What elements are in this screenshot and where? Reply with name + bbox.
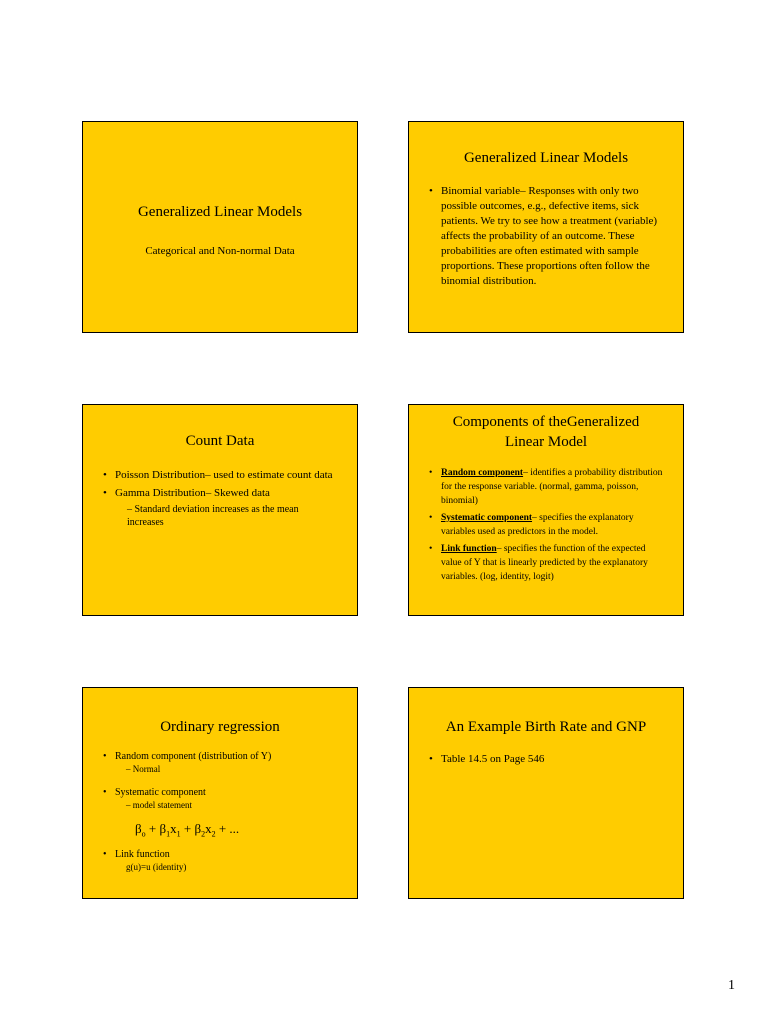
slide-title: An Example Birth Rate and GNP — [445, 719, 647, 735]
page-number: 1 — [728, 978, 735, 993]
model-equation: $\beta_o + \beta_1x_1 + \beta_2x_2$ + ... — [135, 821, 240, 839]
slide-title: Count Data — [185, 433, 255, 449]
bullet-item: • Poisson Distribution– used to estimate count data — [103, 468, 335, 483]
slide-subtitle: Categorical and Non-normal Data — [145, 245, 295, 257]
bullet-text: Systematic component — [115, 787, 206, 798]
bullet-text: Gamma Distribution– Skewed data — [115, 487, 270, 499]
bullet-list — [429, 466, 663, 587]
bullet-item: • Binomial variable– Responses with only two possible outcomes, e.g., defective items, sick patients. We try to see how a treatment (variable) affects the probability of an outcome. These probabilities are often estimated with sample proportions. These proportions often follow the binomial distribution. — [429, 184, 665, 289]
sub-bullet: – Standard deviation increases as the mean increases — [127, 504, 299, 528]
bullet-list — [103, 750, 337, 814]
bullet-item — [429, 542, 663, 584]
bullet-list — [103, 848, 337, 876]
slide-title: Generalized Linear Models — [137, 204, 303, 220]
bullet-item — [103, 750, 337, 775]
sub-bullet: – Normal — [126, 764, 161, 774]
slide-title: Generalized Linear Models — [463, 150, 629, 166]
bullet-item — [103, 486, 335, 529]
slide-3 — [82, 404, 358, 616]
bullet-item — [429, 511, 663, 539]
slide-4 — [408, 404, 684, 616]
bullet-item — [429, 466, 663, 508]
slide-1 — [82, 121, 358, 333]
term-text: – specifies the function of the expected value of Y that is linearly predicted by the explanatory variables. (log, identity, logit) — [441, 544, 648, 582]
slide-2 — [408, 121, 684, 333]
bullet-item — [103, 786, 337, 811]
term-text: – identifies a probability distribution for the response variable. (normal, gamma, poisson, binomial) — [441, 468, 663, 506]
slide-title-line-2: Linear Model — [504, 434, 588, 450]
bullet-text: Link function — [115, 849, 170, 860]
bullet-text: Random component (distribution of Y) — [115, 751, 272, 762]
bullet-list — [103, 468, 335, 532]
slide-title: Ordinary regression — [160, 719, 280, 735]
bullet-item — [103, 848, 337, 873]
slide-title-line-1: Components of theGeneralized — [452, 414, 640, 430]
slide-6 — [408, 687, 684, 899]
slide-5 — [82, 687, 358, 899]
sub-bullet: g(u)=u (identity) — [126, 862, 187, 872]
bullet-item: • Table 14.5 on Page 546 — [429, 752, 663, 767]
term-label: Random component — [441, 468, 524, 478]
bullet-list — [429, 752, 663, 770]
term-label: Systematic component — [441, 513, 533, 523]
term-text: – specifies the explanatory variables used as predictors in the model. — [441, 513, 634, 537]
term-label: Link function — [441, 544, 497, 554]
bullet-list — [429, 184, 665, 292]
sub-bullet: – model statement — [126, 800, 192, 810]
